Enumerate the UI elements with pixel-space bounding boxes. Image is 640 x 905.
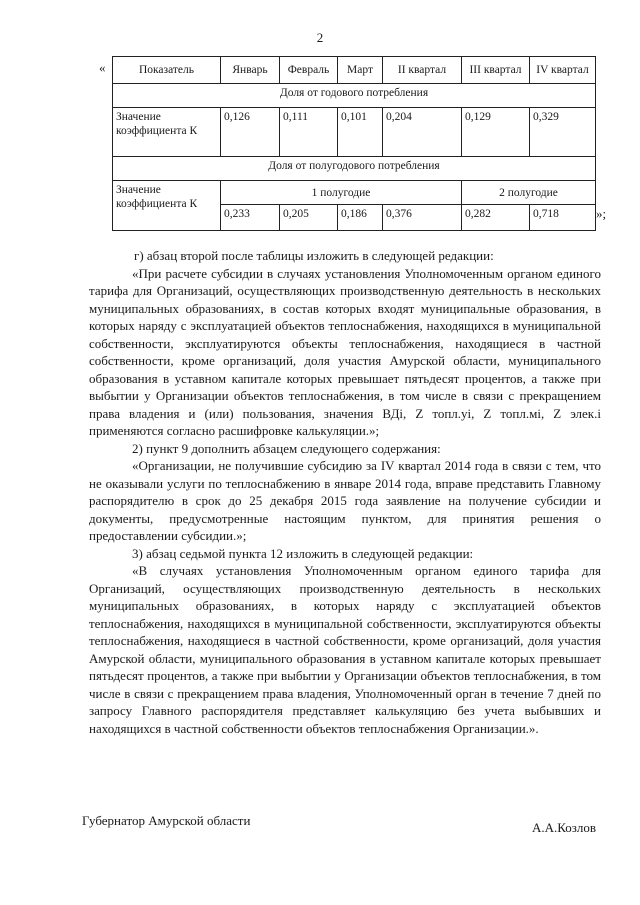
section-row-half — [113, 157, 596, 181]
table-cell: 0,129 — [462, 108, 530, 157]
paragraph: г) абзац второй после таблицы изложить в следующей редакции: — [134, 248, 494, 263]
header-cell: Февраль — [280, 57, 338, 84]
document-body — [89, 247, 601, 737]
table-cell: 0,204 — [383, 108, 462, 157]
table-row — [113, 181, 596, 205]
half-year-label: 1 полугодие — [221, 181, 462, 205]
table-cell: 0,376 — [383, 205, 462, 231]
table-cell: 0,329 — [530, 108, 596, 157]
table-cell: 0,111 — [280, 108, 338, 157]
table-cell: 0,233 — [221, 205, 280, 231]
section-title: Доля от годового потребления — [113, 84, 596, 108]
half-year-label: 2 полугодие — [462, 181, 596, 205]
header-cell: II квартал — [383, 57, 462, 84]
paragraph: 2) пункт 9 дополнить абзацем следующего содержания: — [132, 440, 441, 456]
header-cell: Март — [338, 57, 383, 84]
page-number: 2 — [316, 30, 324, 45]
section-row-annual — [113, 84, 596, 108]
signature-title: Губернатор Амурской области — [82, 813, 251, 828]
section-title: Доля от полугодового потребления — [113, 157, 596, 181]
table-cell: 0,101 — [338, 108, 383, 157]
paragraph: «Организации, не получившие субсидию за IV квартал 2014 года в связи с тем, что не оказывали услуги по теплоснабжению в январе 2014 года, вправе представить Главному распорядителю в срок до 25 декабря 2015 года заявление на получение субсидии и документы, предусмотренные настоящим пунктом, для принятия решения о предоставлении субсидии.»; — [89, 458, 601, 543]
opening-quote: « — [99, 60, 106, 75]
coefficient-table — [112, 56, 596, 231]
closing-quote: »; — [596, 206, 607, 221]
table-cell: 0,205 — [280, 205, 338, 231]
header-cell: Показатель — [113, 57, 221, 84]
header-cell: IV квартал — [530, 57, 596, 84]
paragraph: «В случаях установления Уполномоченным органом единого тарифа для Организаций, осуществляющих производственную деятельность в нескольких муниципальных образованиях, в которых наряду с эксплуатацией объектов теплоснабжения, находящихся в муниципальной собственности, эксплуатируются объекты теплоснабжения, находящиеся в частной собственности, кроме организаций, доля участия Амурской области, муниципального образования в уставном капитале которых превышает пятьдесят процентов, а также при выбытии у Организации объектов теплоснабжения, в том числе в связи с прекращением права владения, Уполномоченный орган в течение 7 дней по запросу Главного распорядителя представляет калькуляцию без учета выбывших и находящихся в частной собственности объектов теплоснабжения Организации.». — [89, 563, 601, 736]
header-cell: Январь — [221, 57, 280, 84]
table-cell: 0,186 — [338, 205, 383, 231]
row-label: Значение коэффициента К — [113, 181, 221, 231]
table-cell: 0,126 — [221, 108, 280, 157]
paragraph: «При расчете субсидии в случаях установления Уполномоченным органом единого тарифа для Организаций, осуществляющих производственную деятельность в нескольких муниципальных образованиях, в состав которых входят муниципальные образования, в которых наряду с эксплуатацией объектов теплоснабжения, находящихся в муниципальной собственности, эксплуатируются объекты теплоснабжения, находящиеся в частной собственности, кроме организаций, доля участия Амурской области, муниципального образования в уставном капитале которых превышает пятьдесят процентов, а также при выбытии у Организации объектов теплоснабжения, в том числе в связи с прекращением права владения и (или) пользования, значения ВДі, Z топл.уі, Z топл.мі, Z элек.і применяются согласно расшифровке калькуляции.»; — [89, 265, 601, 438]
table-cell: 0,282 — [462, 205, 530, 231]
table-row — [113, 108, 596, 157]
paragraph: 3) абзац седьмой пункта 12 изложить в следующей редакции: — [132, 545, 474, 561]
row-label: Значение коэффициента К — [113, 108, 221, 157]
header-cell: III квартал — [462, 57, 530, 84]
table-cell: 0,718 — [530, 205, 596, 231]
table-header-row — [113, 57, 596, 84]
signature-name: А.А.Козлов — [532, 820, 597, 835]
